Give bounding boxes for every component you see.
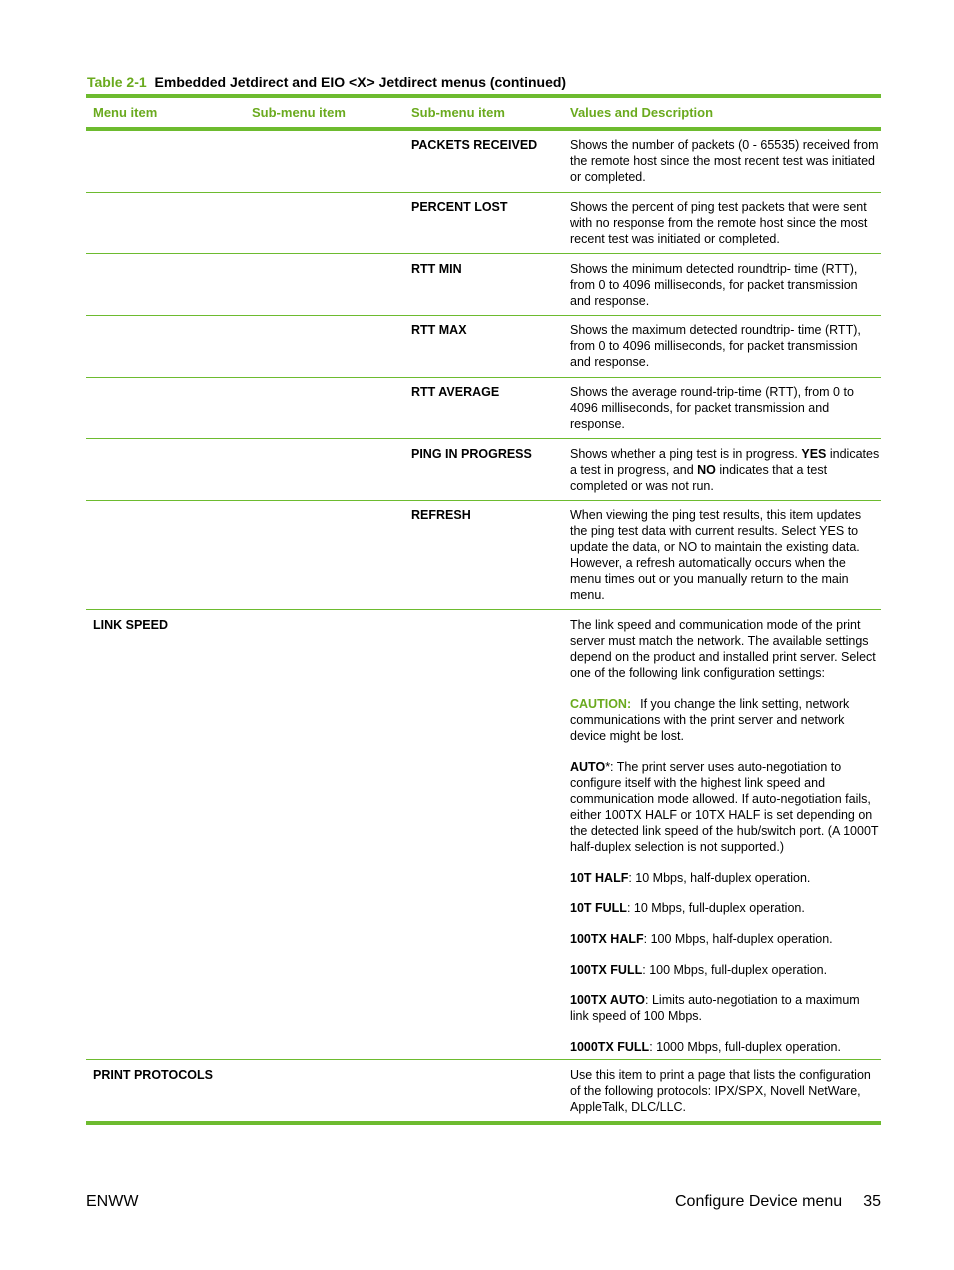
caution-note bbox=[570, 696, 880, 744]
table-row-print-protocols bbox=[86, 1059, 881, 1121]
table-row-rtt-max bbox=[86, 315, 881, 378]
option-text: *: The print server uses auto-negotiation to configure itself with the highest link speed and communication mode allowed. If auto-negotiation fails, either 100TX HALF or 10TX HALF is set depending on the detected link speed of the hub/switch port. (A 1000T half-duplex selection is not supported.) bbox=[570, 759, 879, 855]
option-auto bbox=[570, 759, 880, 856]
table-bottom-rule bbox=[86, 1121, 881, 1125]
link-speed-intro: The link speed and communication mode of the print server must match the network. The available settings depend on the product and installed print server. Select one of the following link configuration settings: bbox=[570, 618, 876, 681]
option-keyword: 1000TX FULL bbox=[570, 1039, 650, 1054]
option-100tx-half bbox=[570, 931, 880, 947]
option-text: : 1000 Mbps, full-duplex operation. bbox=[649, 1039, 841, 1054]
keyword-yes: YES bbox=[801, 447, 827, 461]
description-cell: Shows the minimum detected roundtrip- time (RTT), from 0 to 4096 milliseconds, for packet transmission and response. bbox=[570, 262, 858, 309]
sub-menu-cell: PACKETS RECEIVED bbox=[411, 138, 538, 152]
menu-item-cell: PRINT PROTOCOLS bbox=[93, 1068, 213, 1082]
option-10t-full bbox=[570, 900, 880, 916]
description-cell: Shows the maximum detected roundtrip- time (RTT), from 0 to 4096 milliseconds, for packet transmission and response. bbox=[570, 323, 861, 370]
description-text: indicates that a test completed or was not run. bbox=[570, 463, 828, 494]
sub-menu-cell: REFRESH bbox=[411, 508, 471, 522]
description-cell bbox=[570, 446, 880, 494]
table-row-ping-in-progress bbox=[86, 438, 881, 501]
description-cell bbox=[570, 617, 880, 1055]
footer-left: ENWW bbox=[86, 1193, 139, 1210]
option-keyword: 100TX AUTO bbox=[570, 993, 646, 1008]
option-text: : 100 Mbps, half-duplex operation. bbox=[643, 931, 833, 946]
option-text: : 10 Mbps, half-duplex operation. bbox=[628, 870, 811, 885]
table-title: Embedded Jetdirect and EIO <X> Jetdirect menus (continued) bbox=[154, 74, 567, 90]
description-cell: When viewing the ping test results, this item updates the ping test data with current results. Select YES to update the data, or NO to maintain the existing data. However, a refresh automatically occurs when the menu times out or you manually return to the main menu. bbox=[570, 508, 862, 603]
description-text: indicates a test in progress, and bbox=[570, 447, 880, 478]
option-100tx-auto bbox=[570, 992, 880, 1024]
caution-label: CAUTION: bbox=[570, 696, 632, 711]
table-row-percent-lost bbox=[86, 192, 881, 254]
footer-section: Configure Device menu bbox=[675, 1193, 843, 1210]
table-row-rtt-average bbox=[86, 377, 881, 439]
sub-menu-cell: PING IN PROGRESS bbox=[411, 447, 532, 461]
table-number: Table 2-1 bbox=[87, 74, 147, 90]
table-row-refresh bbox=[86, 500, 881, 610]
description-cell: Use this item to print a page that lists the configuration of the following protocols: IPX/SPX, Novell NetWare, AppleTalk, DLC/LLC. bbox=[570, 1068, 871, 1115]
option-text: : 10 Mbps, full-duplex operation. bbox=[626, 901, 805, 916]
header-values-description: Values and Description bbox=[570, 105, 714, 120]
sub-menu-cell: PERCENT LOST bbox=[411, 200, 508, 214]
menu-item-cell: LINK SPEED bbox=[93, 618, 169, 632]
keyword-no: NO bbox=[697, 463, 716, 478]
option-keyword: 100TX HALF bbox=[570, 931, 644, 946]
option-text: : 100 Mbps, full-duplex operation. bbox=[642, 962, 828, 977]
sub-menu-cell: RTT AVERAGE bbox=[411, 385, 500, 399]
footer-right bbox=[675, 1193, 881, 1211]
option-text: : Limits auto-negotiation to a maximum link speed of 100 Mbps. bbox=[570, 993, 860, 1024]
table-row-link-speed bbox=[86, 609, 881, 1060]
description-cell: Shows the number of packets (0 - 65535) received from the remote host since the most recent test was initiated or completed. bbox=[570, 138, 879, 185]
option-100tx-full bbox=[570, 962, 880, 978]
table-header bbox=[86, 98, 881, 126]
caution-text: If you change the link setting, network communications with the print server and network device might be lost. bbox=[570, 696, 850, 744]
footer-page-number: 35 bbox=[863, 1193, 881, 1210]
header-menu-item: Menu item bbox=[93, 105, 158, 120]
option-keyword: AUTO bbox=[570, 759, 606, 774]
header-sub-menu-item-1: Sub-menu item bbox=[252, 105, 346, 120]
sub-menu-cell: RTT MAX bbox=[411, 323, 467, 337]
table-row-rtt-min bbox=[86, 253, 881, 316]
option-1000tx-full bbox=[570, 1039, 880, 1055]
description-text: Shows whether a ping test is in progress. bbox=[570, 447, 802, 461]
header-sub-menu-item-2: Sub-menu item bbox=[411, 105, 505, 120]
option-keyword: 10T FULL bbox=[570, 901, 627, 916]
option-10t-half bbox=[570, 870, 880, 886]
description-cell: Shows the percent of ping test packets that were sent with no response from the remote host since the most recent test was initiated or completed. bbox=[570, 200, 868, 247]
sub-menu-cell: RTT MIN bbox=[411, 262, 462, 276]
option-keyword: 10T HALF bbox=[570, 870, 629, 885]
description-cell: Shows the average round-trip-time (RTT), from 0 to 4096 milliseconds, for packet transmission and response. bbox=[570, 385, 854, 432]
table-caption bbox=[87, 74, 887, 90]
option-keyword: 100TX FULL bbox=[570, 962, 643, 977]
table-row-packets-received bbox=[86, 131, 881, 192]
